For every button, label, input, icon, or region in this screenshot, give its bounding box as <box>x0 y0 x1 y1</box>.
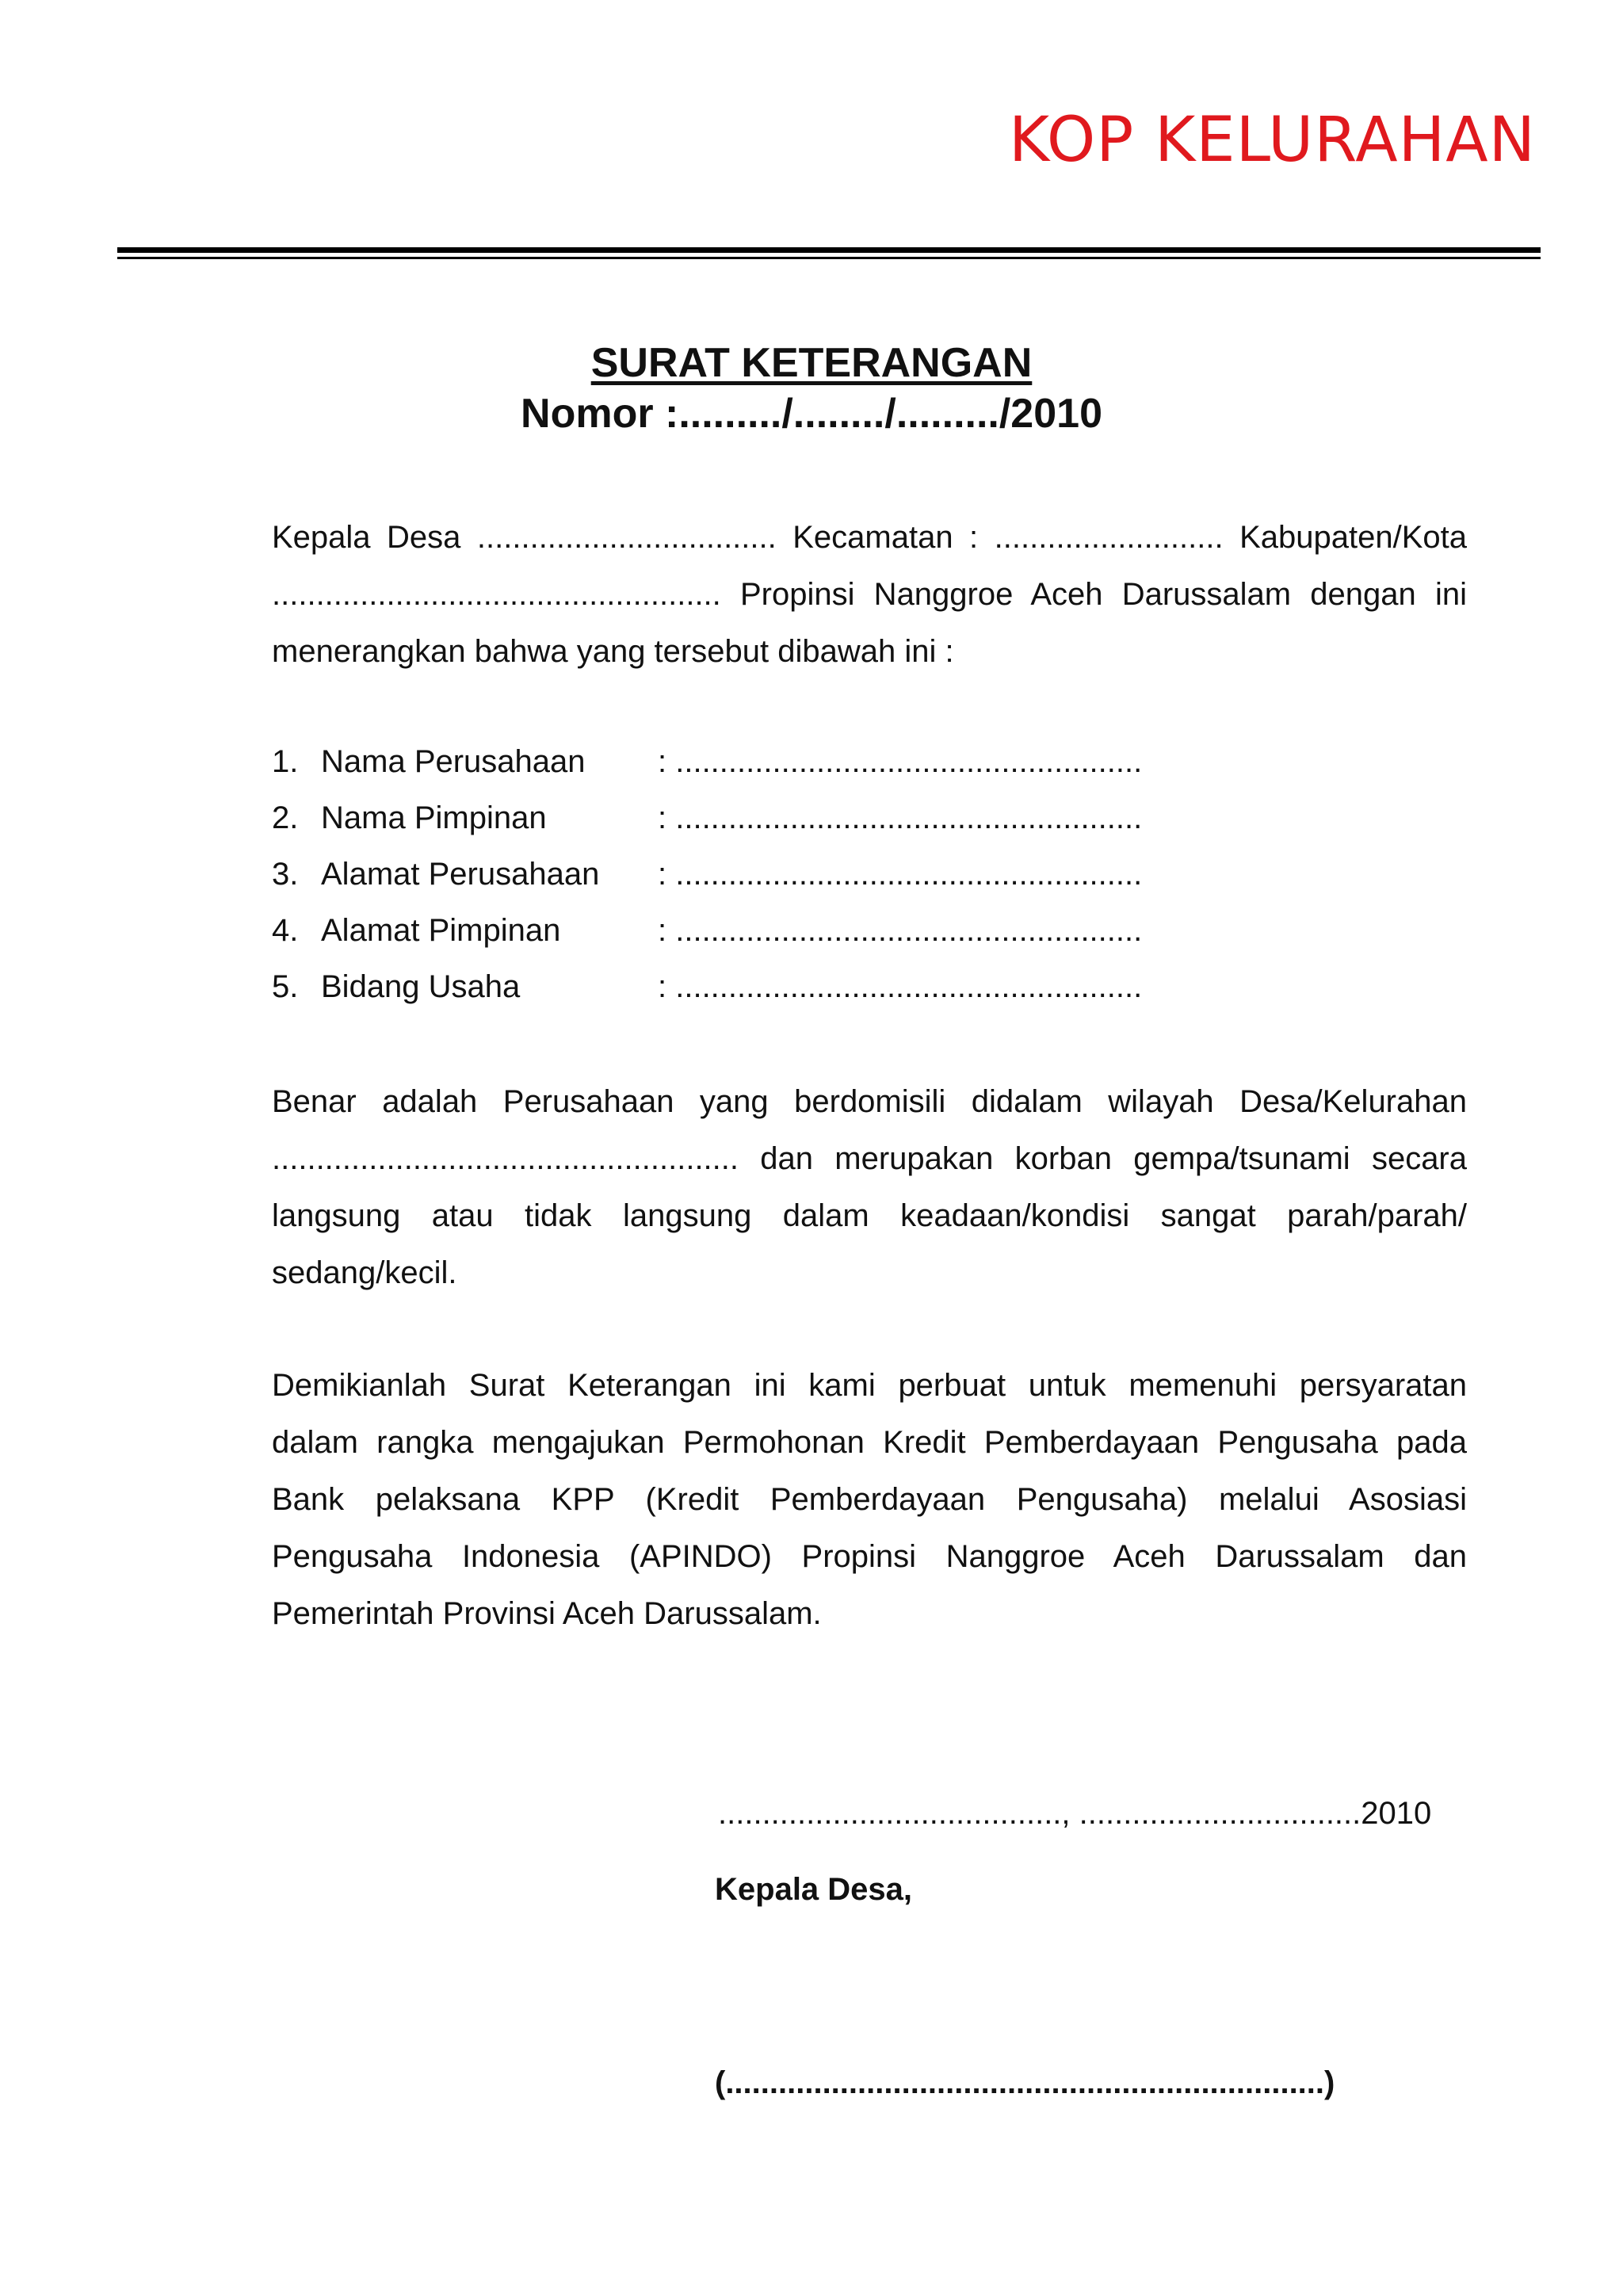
paragraph-closing <box>272 1357 1467 1642</box>
paragraph-line: Pengusaha Indonesia (APINDO) Propinsi Nanggroe Aceh Darussalam dan <box>272 1539 1467 1574</box>
signature-role: Kepala Desa, <box>715 1872 913 1907</box>
signature-place-date: ......................................., ................................2010 <box>718 1796 1432 1831</box>
paragraph-line: langsung atau tidak langsung dalam keadaan/kondisi sangat parah/parah/ <box>272 1198 1467 1233</box>
document-number: Nomor :........./......../........./2010 <box>521 391 1102 437</box>
letterhead-rule-thick <box>117 247 1541 253</box>
paragraph-intro <box>272 509 1467 680</box>
list-item-label: Alamat Pimpinan <box>321 913 561 948</box>
list-item-number: 3. <box>272 857 299 892</box>
list-item-value: : ..................................................... <box>658 913 1143 948</box>
list-item-value: : ..................................................... <box>658 857 1143 892</box>
paragraph-line: ..................................................... dan merupakan korban gempa/tsunami secara <box>272 1141 1467 1176</box>
paragraph-line: Bank pelaksana KPP (Kredit Pemberdayaan Pengusaha) melalui Asosiasi <box>272 1482 1467 1517</box>
list-item-label: Nama Perusahaan <box>321 744 586 779</box>
list-item-value: : ..................................................... <box>658 744 1143 779</box>
paragraph-line: ................................................... Propinsi Nanggroe Aceh Darussalam dengan ini <box>272 577 1467 612</box>
paragraph-line: sedang/kecil. <box>272 1255 457 1290</box>
list-item-number: 4. <box>272 913 299 948</box>
paragraph-line: Pemerintah Provinsi Aceh Darussalam. <box>272 1596 822 1631</box>
paragraph-line: dalam rangka mengajukan Permohonan Kredit Pemberdayaan Pengusaha pada <box>272 1425 1467 1460</box>
letterhead-kop: KOP KELURAHAN <box>1009 105 1536 176</box>
paragraph-domicile <box>272 1073 1467 1301</box>
document-title: SURAT KETERANGAN <box>590 340 1033 386</box>
list-item-label: Nama Pimpinan <box>321 800 547 835</box>
paragraph-line: Demikianlah Surat Keterangan ini kami perbuat untuk memenuhi persyaratan <box>272 1368 1467 1403</box>
list-item-number: 5. <box>272 969 299 1004</box>
list-item-label: Bidang Usaha <box>321 969 521 1004</box>
list-item-value: : ..................................................... <box>658 969 1143 1004</box>
letterhead-rule-thin <box>117 257 1541 259</box>
paragraph-line: Kepala Desa .................................. Kecamatan : .......................... Kabupaten/Kota <box>272 520 1467 555</box>
signature-name: (....................................................................) <box>715 2065 1335 2100</box>
list-item-number: 2. <box>272 800 299 835</box>
list-item-label: Alamat Perusahaan <box>321 857 600 892</box>
list-item-value: : ..................................................... <box>658 800 1143 835</box>
paragraph-line: Benar adalah Perusahaan yang berdomisili didalam wilayah Desa/Kelurahan <box>272 1084 1467 1119</box>
paragraph-line: menerangkan bahwa yang tersebut dibawah ini : <box>272 634 954 669</box>
list-item-number: 1. <box>272 744 299 779</box>
